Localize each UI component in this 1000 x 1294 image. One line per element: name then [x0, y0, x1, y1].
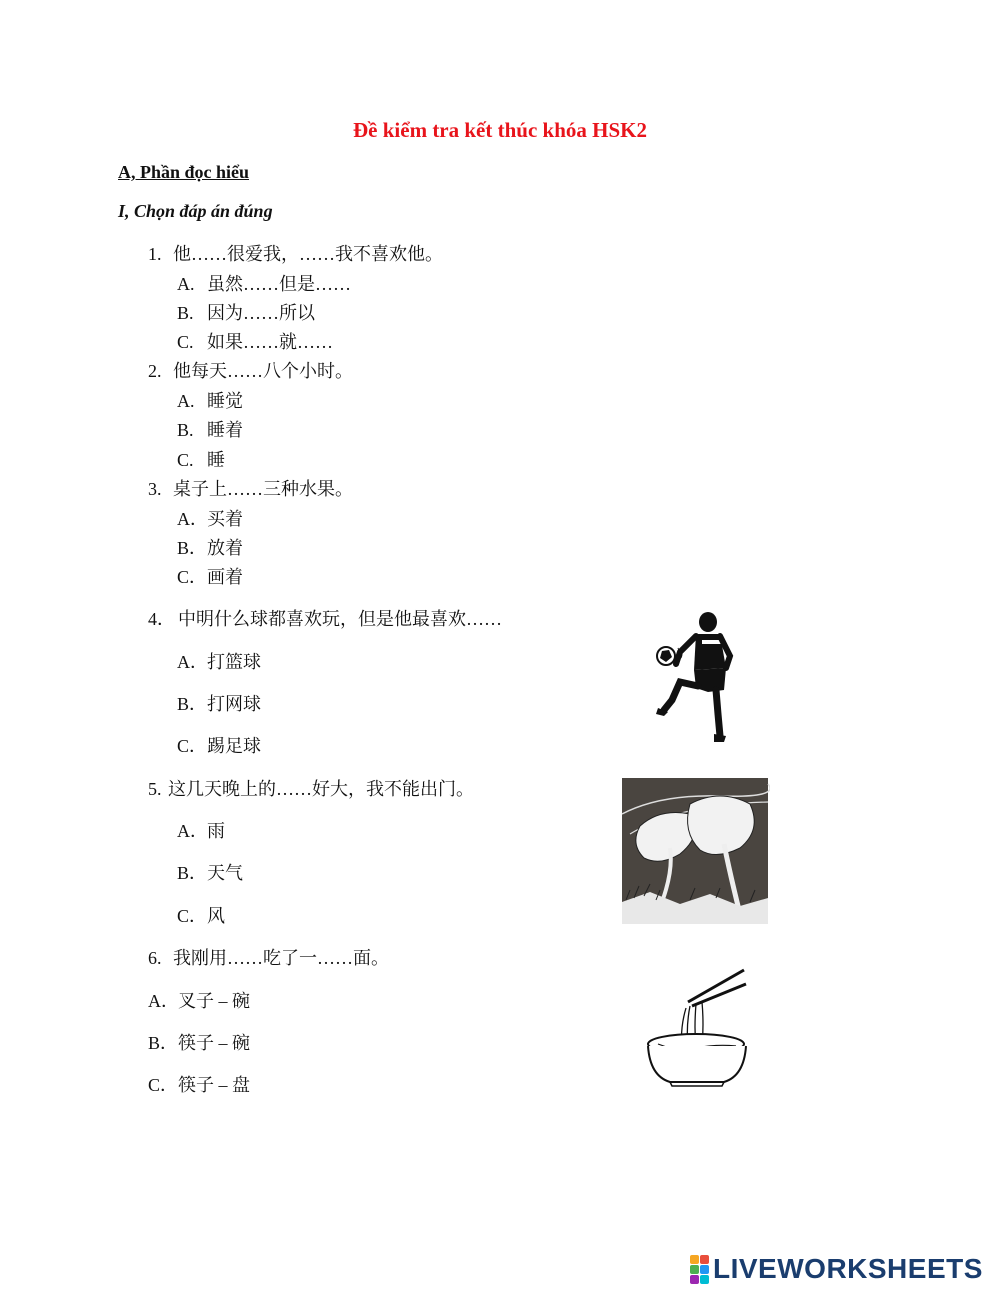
question-5: 5. 这几天晚上的……好大，我不能出门。: [148, 779, 474, 799]
option-2a[interactable]: A. 睡觉: [177, 391, 243, 411]
page-title: Đề kiểm tra kết thúc khóa HSK2: [353, 118, 647, 142]
option-3c[interactable]: C．画着: [177, 567, 243, 587]
question-text: 我刚用……吃了一……面。: [173, 948, 389, 968]
option-3a[interactable]: A．买着: [177, 509, 243, 529]
option-2c[interactable]: C. 睡: [177, 450, 225, 470]
option-6c[interactable]: C．筷子 – 盘: [148, 1075, 250, 1095]
liveworksheets-logo: [690, 1252, 983, 1286]
question-1: 1. 他……很爱我，……我不喜欢他。: [148, 244, 443, 264]
logo-text: LIVEWORKSHEETS: [713, 1253, 983, 1284]
option-1b[interactable]: B. 因为……所以: [177, 303, 315, 323]
question-3: 3. 桌子上……三种水果。: [148, 479, 353, 499]
option-4c[interactable]: C．踢足球: [177, 736, 261, 756]
option-4a[interactable]: A．打篮球: [177, 652, 261, 672]
question-4: 4． 中明什么球都喜欢玩，但是他最喜欢……: [148, 609, 502, 629]
section-heading: A, Phần đọc hiểu: [118, 162, 250, 182]
subsection-heading: I, Chọn đáp án đúng: [118, 201, 273, 221]
question-text: 他……很爱我，……我不喜欢他。: [173, 244, 443, 264]
question-text: 他每天……八个小时。: [173, 361, 353, 381]
option-3b[interactable]: B．放着: [177, 538, 243, 558]
question-text: 这几天晚上的……好大，我不能出门。: [168, 779, 474, 799]
question-text: 中明什么球都喜欢玩，但是他最喜欢……: [178, 609, 502, 629]
option-5c[interactable]: C．风: [177, 906, 225, 926]
question-6: 6. 我刚用……吃了一……面。: [148, 948, 389, 968]
question-2: 2. 他每天……八个小时。: [148, 361, 353, 381]
option-5a[interactable]: A．雨: [177, 821, 225, 841]
soccer-player-image: [650, 610, 740, 744]
option-6a[interactable]: A．叉子 – 碗: [148, 991, 250, 1011]
option-1a[interactable]: A. 虽然……但是……: [177, 274, 351, 294]
option-5b[interactable]: B．天气: [177, 863, 243, 883]
option-4b[interactable]: B．打网球: [177, 694, 261, 714]
logo-mark-icon: [690, 1255, 709, 1284]
windy-trees-image: [620, 774, 770, 926]
noodle-bowl-image: [640, 966, 760, 1090]
option-2b[interactable]: B. 睡着: [177, 420, 243, 440]
option-1c[interactable]: C. 如果……就……: [177, 332, 333, 352]
question-text: 桌子上……三种水果。: [173, 479, 353, 499]
option-6b[interactable]: B．筷子 – 碗: [148, 1033, 250, 1053]
